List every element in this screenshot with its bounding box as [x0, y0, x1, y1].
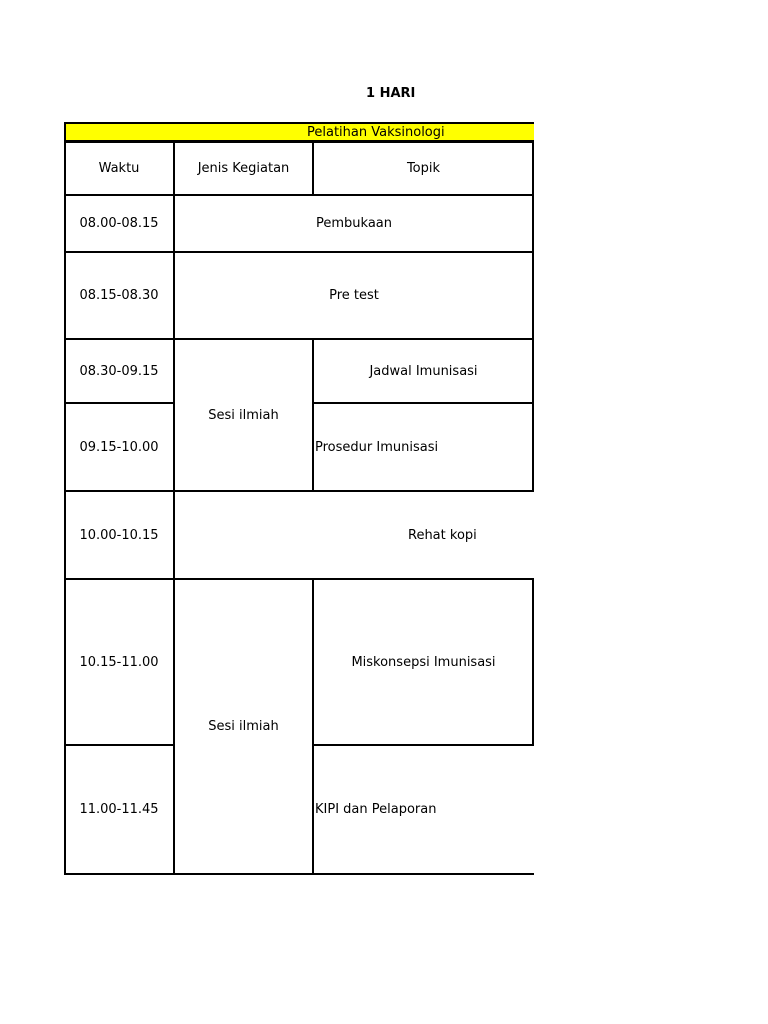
topic-cell: Prosedur Imunisasi	[315, 439, 439, 455]
row-rule	[64, 744, 174, 746]
time-cell: 09.15-10.00	[79, 439, 159, 455]
column-rule	[173, 142, 175, 875]
row-rule	[313, 402, 534, 404]
time-cell: 10.00-10.15	[79, 527, 159, 543]
column-rule	[532, 579, 534, 746]
column-rule	[312, 142, 314, 195]
row-rule	[64, 578, 534, 580]
column-header-time: Waktu	[98, 161, 140, 176]
topic-cell: KIPI dan Pelaporan	[315, 801, 437, 817]
column-rule	[532, 142, 534, 491]
header-top-rule	[64, 141, 534, 143]
row-rule	[313, 744, 534, 746]
row-rule	[64, 490, 534, 492]
column-rule	[312, 579, 314, 875]
merged-activity-cell: Pre test	[329, 288, 379, 303]
table-border-left	[64, 122, 66, 875]
time-cell: 10.15-11.00	[79, 654, 159, 670]
time-cell: 08.00-08.15	[79, 216, 159, 231]
merged-activity-cell: Pembukaan	[315, 216, 392, 231]
column-rule	[312, 339, 314, 491]
schedule-table	[64, 122, 534, 875]
topic-cell: Miskonsepsi Imunisasi	[351, 654, 496, 670]
page-heading: 1 HARI	[366, 86, 416, 101]
session-type-cell: Sesi ilmiah	[208, 718, 279, 734]
table-title: Pelatihan Vaksinologi	[307, 125, 445, 140]
time-cell: 08.15-08.30	[79, 288, 159, 303]
table-title-bar	[64, 122, 534, 142]
time-cell: 08.30-09.15	[79, 363, 159, 379]
time-cell: 11.00-11.45	[79, 801, 159, 817]
merged-activity-cell: Rehat kopi	[408, 527, 477, 543]
column-header-activity-type: Jenis Kegiatan	[197, 161, 290, 176]
table-border-bottom	[64, 873, 534, 875]
column-header-topic: Topik	[406, 161, 441, 176]
row-rule	[64, 251, 534, 253]
header-bottom-rule	[64, 194, 534, 196]
row-rule	[64, 402, 174, 404]
topic-cell: Jadwal Imunisasi	[369, 363, 478, 379]
row-rule	[64, 338, 534, 340]
session-type-cell: Sesi ilmiah	[208, 407, 279, 423]
